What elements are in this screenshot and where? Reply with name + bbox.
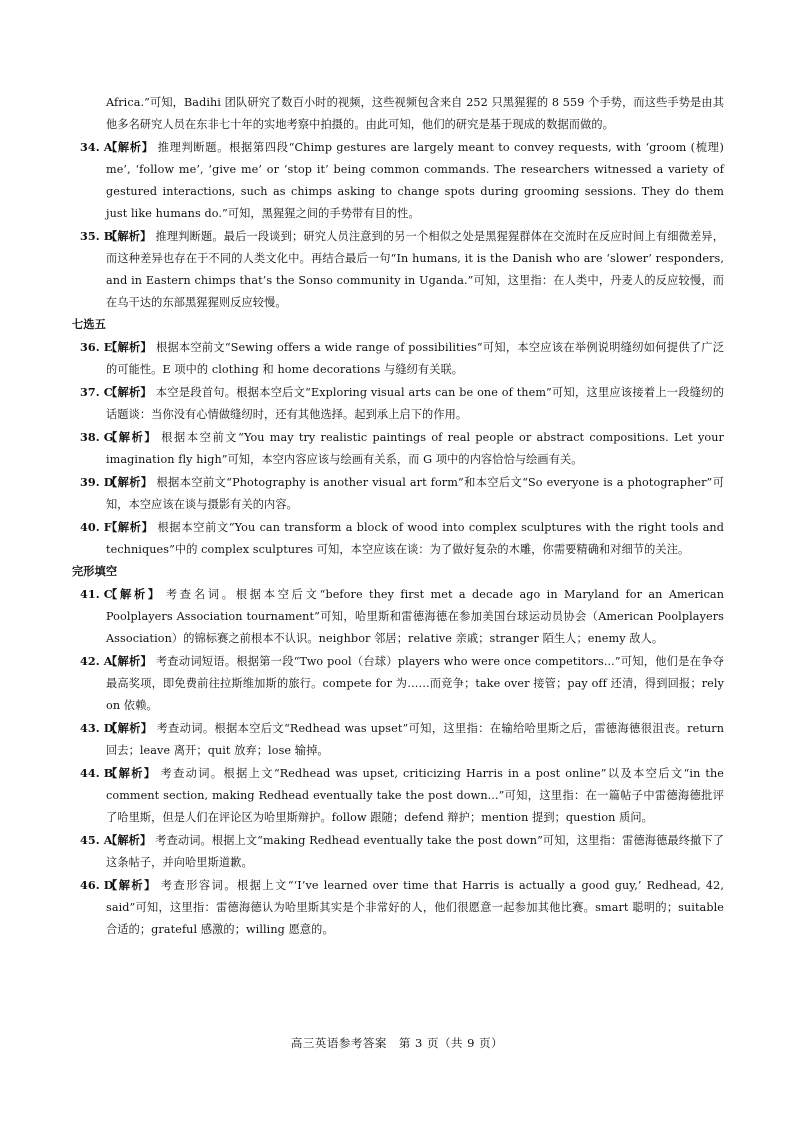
answer-46 (72, 874, 724, 941)
section-heading-cloze: 完形填空 (72, 565, 118, 578)
analysis-text: 根据本空前文“You can transform a block of wood into complex sculptures with the right tools and techniques”中的 complex sculptures 可知，本空应该在谈：为了做好复杂的木雕，你需要精确和对细节的关注。 (106, 521, 724, 556)
answer-45 (72, 829, 724, 874)
answer-42 (72, 650, 724, 717)
answer-number: 37. C (80, 385, 113, 399)
analysis-tag: 【解析】 (106, 385, 152, 399)
answer-number: 43. D (80, 721, 114, 735)
answer-39 (72, 471, 724, 516)
analysis-tag: 【解析】 (106, 520, 154, 534)
analysis-text: 考查名词。根据本空后文“before they first met a decade ago in Maryland for an American Poolplayers Association tournament”可知，哈里斯和雷德海德在参加美国台球运动员协会（American Poolplayers Association）的锦标赛之前根本不认识。neighbor 邻居；relative 亲戚；stranger 陌生人；enemy 敌人。 (106, 588, 725, 645)
analysis-text: 推理判断题。最后一段谈到；研究人员注意到的另一个相似之处是黑猩猩群体在交流时在反应时间上有细微差异，而这种差异也存在于不同的人类文化中。再结合最后一句“In humans, it is the Danish who are ‘slower’ responders, and in Eastern chimps that’s the Sonso community in Uganda.”可知，这里指：在人类中，丹麦人的反应较慢，而在乌干达的东部黑猩猩则反应较慢。 (106, 230, 724, 309)
analysis-text: 推理判断题。根据第四段“Chimp gestures are largely meant to convey requests, with ‘groom (梳理) me’, ‘follow me’, ‘give me’ or ‘stop it’ being common commands. The researchers witnessed a variety of gestured interactions, such as chimps asking to change spots during grooming sessions. They do them just like humans do.”可知，黑猩猩之间的手势带有目的性。 (106, 141, 724, 220)
analysis-tag: 【解析】 (106, 340, 152, 354)
analysis-text: 考查形容词。根据上文“‘I’ve learned over time that Harris is actually a good guy,’ Redhead, 42, said”可知，这里指：雷德海德认为哈里斯其实是个非常好的人，他们很愿意一起参加其他比赛。smart 聪明的；suitable 合适的；grateful 感激的；willing 愿意的。 (106, 879, 724, 936)
answer-number: 45. A (80, 833, 113, 847)
analysis-tag: 【解析】 (106, 430, 158, 444)
answer-34 (72, 136, 724, 225)
answer-35 (72, 225, 724, 314)
answer-44 (72, 762, 724, 829)
answer-number: 34. A (80, 140, 113, 154)
analysis-text: 本空是段首句。根据本空后文“Exploring visual arts can be one of them”可知，这里应该接着上一段缝纫的话题谈：当你没有心情做缝纫时，还有其他选择。起到承上启下的作用。 (106, 386, 725, 421)
answer-number: 35. B (80, 229, 114, 243)
analysis-tag: 【解析】 (106, 766, 157, 780)
analysis-text: 根据本空前文“You may try realistic paintings of real people or abstract compositions. Let your imagination fly high”可知，本空内容应该与绘画有关系，而 G 项中的内容恰恰与绘画有关。 (106, 431, 724, 466)
answer-36 (72, 336, 724, 381)
analysis-tag: 【解析】 (106, 833, 152, 847)
analysis-text: 考查动词。根据上文“making Redhead eventually take the post down”可知，这里指：雷德海德最终撤下了这条帖子，并向哈里斯道歉。 (106, 834, 724, 869)
answer-number: 46. D (80, 878, 114, 892)
answer-number: 42. A (80, 654, 113, 668)
answer-43 (72, 717, 724, 762)
analysis-tag: 【解析】 (106, 140, 154, 154)
answer-number: 39. D (80, 475, 114, 489)
analysis-text: 根据本空前文“Photography is another visual art form”和本空后文“So everyone is a photographer”可知，本空应该在谈与摄影有关的内容。 (106, 476, 724, 511)
intro-paragraph: Africa.”可知，Badihi 团队研究了数百小时的视频，这些视频包含来自 252 只黑猩猩的 8 559 个手势，而这些手势是由其他多名研究人员在东非七十年的实地考察中拍摄的。由此可知，他们的研究是基于现成的数据而做的。 (106, 96, 724, 131)
answer-40 (72, 516, 724, 561)
analysis-tag: 【解析】 (106, 587, 162, 601)
analysis-tag: 【解析】 (106, 878, 157, 892)
analysis-tag: 【解析】 (106, 654, 152, 668)
answer-number: 38. G (80, 430, 114, 444)
answer-37 (72, 381, 724, 426)
section-heading-seven-choose-five: 七选五 (72, 318, 106, 331)
analysis-tag: 【解析】 (106, 475, 153, 489)
analysis-text: 考查动词。根据上文“Redhead was upset, criticizing Harris in a post online”以及本空后文“in the comment section, making Redhead eventually take the post down...”可知，这里指：在一篇帖子中雷德海德批评了哈里斯，但是人们在评论区为哈里斯辩护。follow 跟随；defend 辩护；mention 提到；question 质问。 (106, 767, 724, 824)
page-content (72, 92, 724, 941)
answer-38 (72, 426, 724, 471)
analysis-text: 考查动词。根据本空后文“Redhead was upset”可知，这里指：在输给哈里斯之后，雷德海德很沮丧。return 回去；leave 离开；quit 放弃；lose 输掉。 (106, 722, 724, 757)
answer-number: 41. C (80, 587, 113, 601)
analysis-text: 根据本空前文“Sewing offers a wide range of possibilities”可知，本空应该在举例说明缝纫如何提供了广泛的可能性。E 项中的 clothing 和 home decorations 与缝纫有关联。 (106, 341, 724, 376)
answer-number: 36. E (80, 340, 113, 354)
analysis-tag: 【解析】 (106, 721, 153, 735)
answer-41 (72, 583, 724, 650)
answer-number: 40. F (80, 520, 112, 534)
analysis-text: 考查动词短语。根据第一段“Two pool（台球）players who were once competitors...”可知，他们是在争夺最高奖项，即免费前往拉斯维加斯的旅行。compete for 为……而竞争；take over 接管；pay off 还清，得到回报；rely on 依赖。 (106, 655, 724, 712)
answer-number: 44. B (80, 766, 114, 780)
analysis-tag: 【解析】 (106, 229, 152, 243)
page-footer: 高三英语参考答案 第 3 页（共 9 页） (290, 1036, 504, 1050)
